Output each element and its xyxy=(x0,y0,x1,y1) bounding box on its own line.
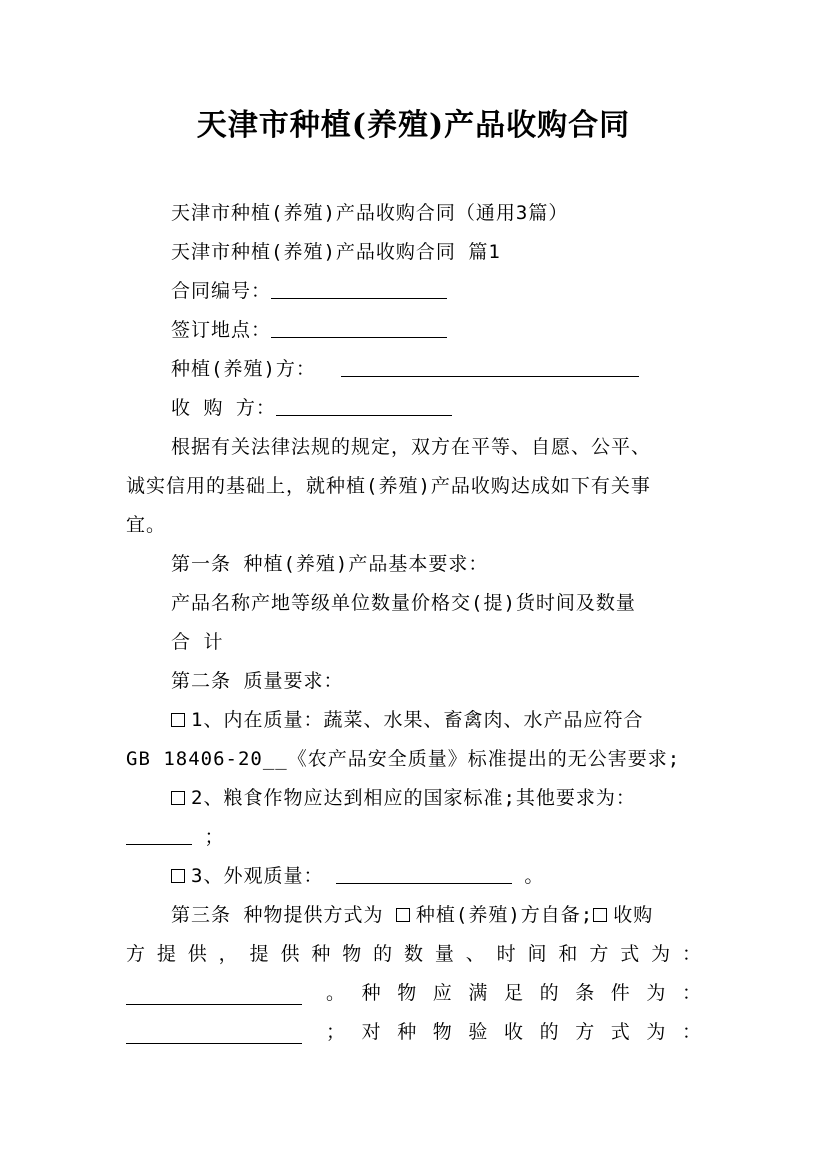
checkbox-icon[interactable] xyxy=(396,908,410,922)
option-text: 种植(养殖)方自备; xyxy=(415,904,594,926)
seed-quantity-blank xyxy=(126,987,302,1005)
sign-place-label: 签订地点： xyxy=(171,319,272,341)
paragraph-line: 诚实信用的基础上，就种植(养殖)产品收购达成如下有关事 xyxy=(126,475,651,497)
quality-item-2 xyxy=(171,783,636,810)
article-3-line xyxy=(171,900,653,927)
paragraph-line: 根据有关法律法规的规定，双方在平等、自愿、公平、 xyxy=(171,436,652,458)
article-3-line xyxy=(126,1017,702,1044)
paragraph-line: GB 18406-20__《农产品安全质量》标准提出的无公害要求; xyxy=(126,748,681,770)
option-text: 收购 xyxy=(613,904,654,926)
checkbox-icon[interactable] xyxy=(171,869,185,883)
paragraph-line: 宜。 xyxy=(126,514,167,536)
buyer-blank xyxy=(276,398,452,416)
quality-item-text: 2、粮食作物应达到相应的国家标准;其他要求为： xyxy=(191,787,636,809)
punctuation: 。 xyxy=(524,865,545,887)
paragraph-line: ；对种物验收的方式为： xyxy=(326,1021,702,1043)
sign-place-field xyxy=(171,315,447,342)
appearance-blank xyxy=(336,866,512,884)
subtitle-line: 天津市种植(养殖)产品收购合同（通用3篇） xyxy=(171,202,569,224)
quality-item-3 xyxy=(171,861,544,888)
paragraph-line: 方提供，提供种物的数量、时间和方式为： xyxy=(126,943,702,965)
checkbox-icon[interactable] xyxy=(171,791,185,805)
quality-item-1 xyxy=(171,705,643,732)
grower-blank xyxy=(341,359,639,377)
quality-item-2-blank-line xyxy=(126,822,224,849)
punctuation: ； xyxy=(204,826,225,848)
checkbox-icon[interactable] xyxy=(171,713,185,727)
article-heading: 第三条 种物提供方式为 xyxy=(171,904,384,926)
paragraph-line: 。种物应满足的条件为： xyxy=(326,982,702,1004)
sign-place-blank xyxy=(271,320,447,338)
seed-conditions-blank xyxy=(126,1026,302,1044)
contract-number-label: 合同编号： xyxy=(171,280,272,302)
other-requirements-blank xyxy=(126,827,192,845)
contract-number-field xyxy=(171,276,447,303)
quality-item-text: 1、内在质量：蔬菜、水果、畜禽肉、水产品应符合 xyxy=(191,709,644,731)
quality-item-text: 3、外观质量： xyxy=(191,865,324,887)
article-3-line xyxy=(126,978,702,1005)
grower-field xyxy=(171,354,639,381)
section-heading: 天津市种植(养殖)产品收购合同 篇1 xyxy=(171,241,501,263)
article-heading: 第一条 种植(养殖)产品基本要求： xyxy=(171,553,489,575)
buyer-field xyxy=(171,393,452,420)
table-header-line: 产品名称产地等级单位数量价格交(提)货时间及数量 xyxy=(171,592,636,614)
grower-label: 种植(养殖)方： xyxy=(171,358,316,380)
document-title: 天津市种植(养殖)产品收购合同 xyxy=(196,108,631,143)
contract-number-blank xyxy=(271,281,447,299)
total-line: 合 计 xyxy=(171,631,224,653)
buyer-label: 收 购 方： xyxy=(171,397,276,419)
checkbox-icon[interactable] xyxy=(593,908,607,922)
article-heading: 第二条 质量要求： xyxy=(171,670,344,692)
